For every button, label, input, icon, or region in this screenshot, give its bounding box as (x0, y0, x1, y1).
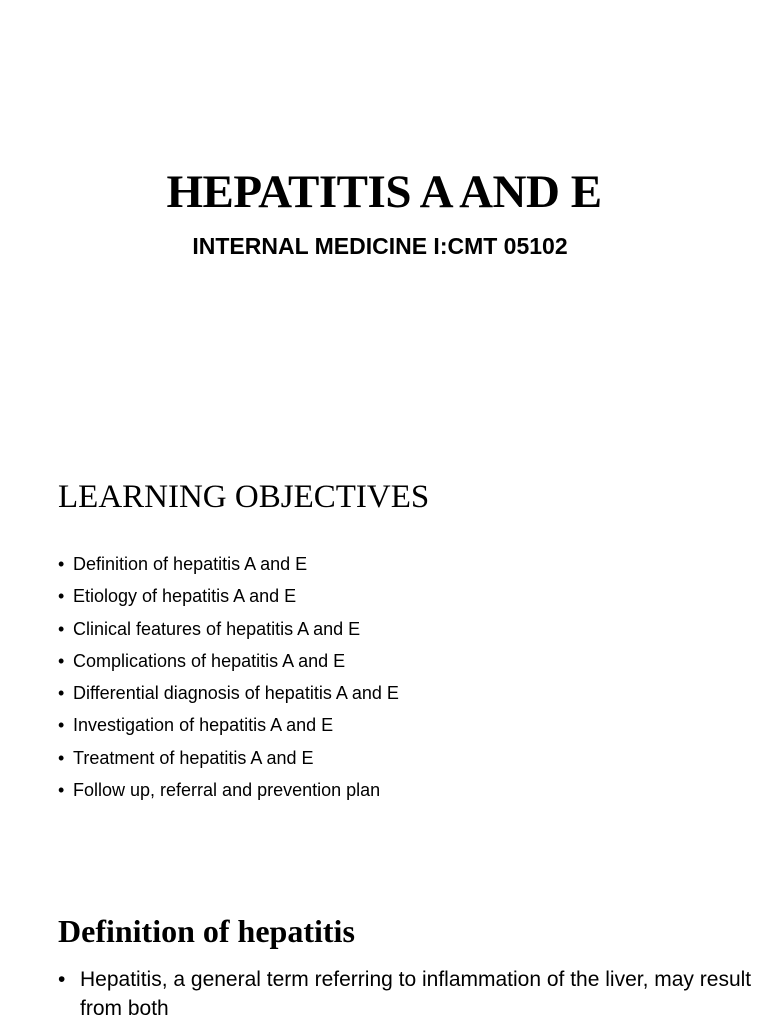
presentation-title: HEPATITIS A AND E (166, 166, 602, 218)
slide-heading: Definition of hepatitis (58, 913, 355, 949)
bullet-icon: • (58, 650, 65, 671)
bullet-icon: • (58, 586, 65, 607)
list-item-text: Etiology of hepatitis A and E (73, 586, 297, 607)
list-item-text: Clinical features of hepatitis A and E (73, 618, 361, 639)
list-item (58, 646, 399, 678)
list-item (58, 678, 399, 710)
list-item (58, 549, 399, 581)
list-item-text: Complications of hepatitis A and E (73, 650, 346, 671)
list-item-text: Hepatitis, a general term referring to inflammation of the liver, may result from both (80, 968, 752, 1020)
list-item (58, 743, 399, 775)
bullet-icon: • (58, 683, 65, 704)
list-item (58, 965, 758, 1023)
list-item (58, 775, 399, 807)
bullet-icon: • (58, 780, 65, 801)
slide-heading: LEARNING OBJECTIVES (58, 479, 430, 515)
list-item (58, 614, 399, 646)
bullet-icon: • (58, 554, 65, 574)
presentation-subtitle: INTERNAL MEDICINE I:CMT 05102 (192, 233, 568, 259)
list-item-text: Treatment of hepatitis A and E (73, 747, 314, 768)
list-item (58, 581, 399, 613)
list-item-text: Definition of hepatitis A and E (73, 554, 308, 574)
bullet-icon: • (58, 747, 65, 768)
slide-learning-objectives (0, 432, 768, 864)
bullet-icon: • (58, 618, 65, 639)
list-item-text: Follow up, referral and prevention plan (73, 780, 381, 801)
list-item-text: Investigation of hepatitis A and E (73, 715, 334, 736)
bullet-icon: • (58, 968, 66, 991)
objectives-list (58, 549, 399, 807)
list-item-text: Differential diagnosis of hepatitis A and E (73, 683, 399, 704)
slide-title (0, 0, 768, 432)
list-item (58, 710, 399, 742)
slide-definition (0, 864, 768, 1024)
bullet-icon: • (58, 715, 65, 736)
